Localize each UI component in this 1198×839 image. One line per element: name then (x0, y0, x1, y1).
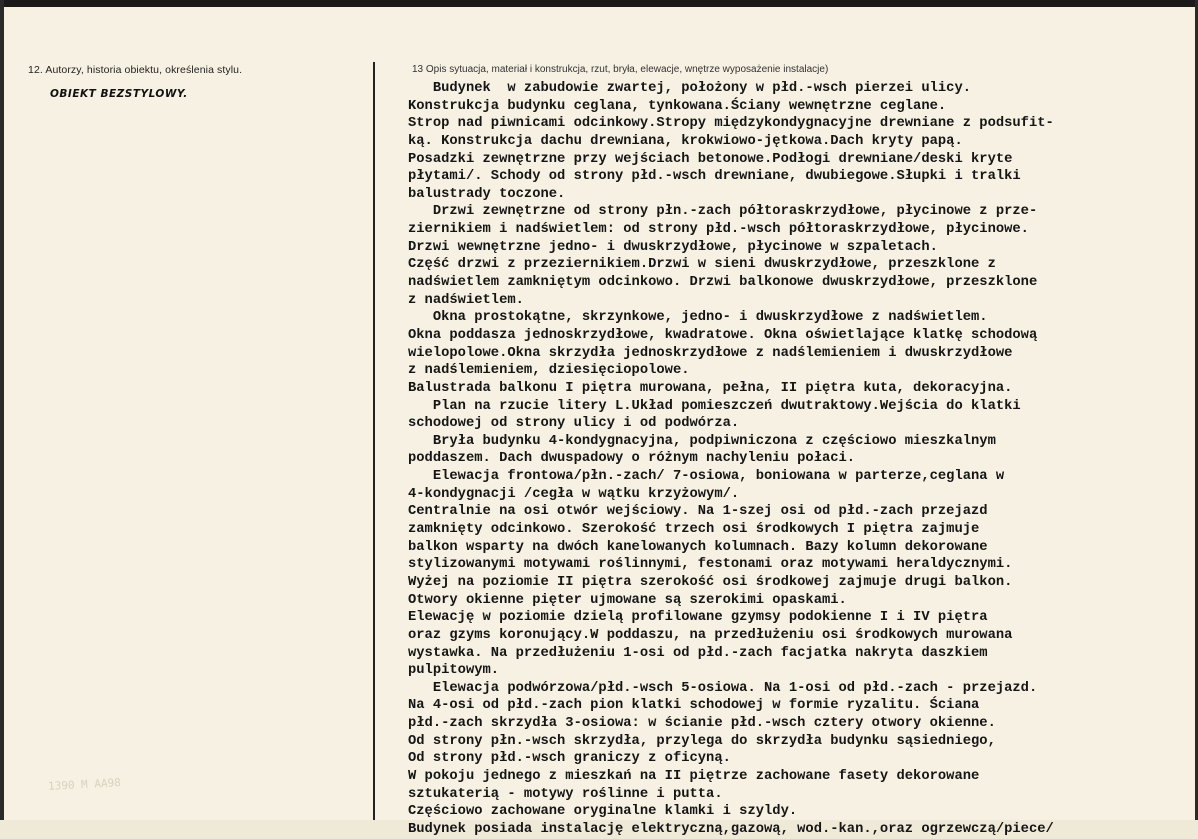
text-line: Elewacja podwórzowa/płd.-wsch 5-osiowa. Na 1-osi od płd.-zach - przejazd. (408, 680, 1038, 696)
text-line: Budynek w zabudowie zwartej, położony w płd.-wsch pierzei ulicy. (408, 81, 972, 96)
text-line: płytami/. Schody od strony płd.-wsch drewniane, dwubiegowe.Słupki i tralki (408, 169, 1021, 185)
text-line: balkon wsparty na dwóch kanelowanych kolumnach. Bazy kolumn dekorowane (408, 539, 988, 555)
description-body (408, 80, 1196, 839)
section-13-heading: 13 Opis sytuacja, materiał i konstrukcja, rzut, bryła, elewacje, wnętrze wyposażenie instalacje) (412, 64, 829, 75)
text-line: 4-kondygnacji /cegła w wątku krzyżowym/. (408, 486, 740, 502)
text-line: sztukaterią - motywy roślinne i putta. (408, 786, 723, 802)
text-line: Okna prostokątne, skrzynkowe, jedno- i dwuskrzydłowe z nadświetlem. (408, 310, 988, 326)
text-line: Balustrada balkonu I piętra murowana, pełna, II piętra kuta, dekoracyjna. (408, 380, 1013, 396)
text-line: Bryła budynku 4-kondygnacyjna, podpiwniczona z częściowo mieszkalnym (408, 433, 996, 449)
text-line: Strop nad piwnicami odcinkowy.Stropy międzykondygnacyjne drewniane z podsufit- (408, 116, 1054, 132)
text-line: stylizowanymi motywami roślinnymi, festonami oraz motywami heraldycznymi. (408, 557, 1013, 573)
text-line: Plan na rzucie litery L.Układ pomieszczeń dwutraktowy.Wejścia do klatki (408, 398, 1021, 414)
text-line: Posadzki zewnętrzne przy wejściach betonowe.Podłogi drewniane/deski kryte (408, 151, 1013, 167)
text-line: Elewację w poziomie dzielą profilowane gzymsy podokienne I i IV piętra (408, 610, 988, 626)
scan-top-edge (0, 0, 1198, 7)
text-line: Okna poddasza jednoskrzydłowe, kwadratowe. Okna oświetlające klatkę schodową (408, 327, 1038, 343)
text-line: wystawka. Na przedłużeniu 1-osi od płd.-zach facjatka nakryta daszkiem (408, 645, 988, 661)
scan-left-edge (0, 0, 4, 820)
style-classification-note: OBIEKT BEZSTYLOWY. (50, 88, 188, 100)
text-line: pulpitowym. (408, 663, 500, 679)
text-line: poddaszem. Dach dwuspadowy o różnym nachyleniu połaci. (408, 451, 856, 467)
text-line: Część drzwi z przeziernikiem.Drzwi w sieni dwuskrzydłowe, przeszklone z (408, 257, 996, 273)
text-line: balustrady toczone. (408, 186, 566, 202)
column-divider (373, 62, 375, 820)
text-line: z nadświetlem. (408, 292, 524, 308)
text-line: Drzwi wewnętrzne jedno- i dwuskrzydłowe, płycinowe w szpaletach. (408, 239, 938, 255)
text-line: zamknięty odcinkowo. Szerokość trzech osi środkowych I piętra zajmuje (408, 522, 980, 538)
text-line: Od strony płd.-wsch graniczy z oficyną. (408, 751, 731, 767)
section-12-heading: 12. Autorzy, historia obiektu, określenia stylu. (28, 64, 243, 76)
text-line: ziernikiem i nadświetlem: od strony płd.-wsch półtoraskrzydłowe, płycinowe. (408, 222, 1029, 238)
text-line: Drzwi zewnętrzne od strony płn.-zach półtoraskrzydłowe, płycinowe z prze- (408, 204, 1038, 220)
text-line: Częściowo zachowane oryginalne klamki i szyldy. (408, 804, 798, 820)
text-line: W pokoju jednego z mieszkań na II piętrze zachowane fasety dekorowane (408, 768, 980, 784)
text-line: Konstrukcja budynku ceglana, tynkowana.Ściany wewnętrzne ceglane. (408, 98, 947, 114)
text-line: oraz gzyms koronujący.W poddaszu, na przedłużeniu osi środkowych murowana (408, 627, 1013, 643)
text-line: Centralnie na osi otwór wejściowy. Na 1-szej osi od płd.-zach przejazd (408, 504, 988, 520)
text-line: schodowej od strony ulicy i od podwórza. (408, 416, 740, 432)
text-line: Otwory okienne pięter ujmowane są szerokimi opaskami. (408, 592, 847, 608)
text-line: nadświetlem zamkniętym odcinkowo. Drzwi balkonowe dwuskrzydłowe, przeszklone (408, 275, 1038, 291)
text-line: ką. Konstrukcja dachu drewniana, krokwiowo-jętkowa.Dach kryty papą. (408, 133, 963, 149)
text-line: płd.-zach skrzydła 3-osiowa: w ścianie płd.-wsch cztery otwory okienne. (408, 716, 996, 732)
text-line: z nadślemieniem, dziesięciopolowe. (408, 363, 690, 379)
text-line: Od strony płn.-wsch skrzydła, przylega do skrzydła budynku sąsiedniego, (408, 733, 996, 749)
text-line: Na 4-osi od płd.-zach pion klatki schodowej w formie ryzalitu. Ściana (408, 698, 980, 714)
text-line: Elewacja frontowa/płn.-zach/ 7-osiowa, boniowana w parterze,ceglana w (408, 469, 1005, 485)
text-line: Budynek posiada instalację elektryczną,gazową, wod.-kan.,oraz ogrzewczą/piece/ (408, 821, 1054, 837)
text-line: wielopolowe.Okna skrzydła jednoskrzydłowe z nadślemieniem i dwuskrzydłowe (408, 345, 1013, 361)
text-line: Wyżej na poziomie II piętra szerokość osi środkowej zajmuje drugi balkon. (408, 574, 1013, 590)
faded-stamp: 1390 M AA98 (47, 776, 122, 793)
